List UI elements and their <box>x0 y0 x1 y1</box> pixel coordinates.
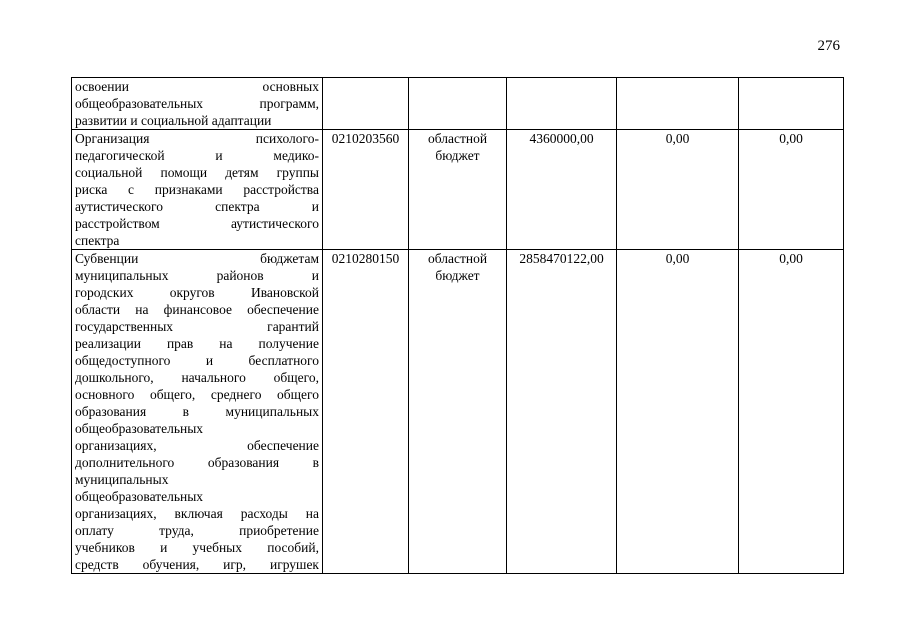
row-description <box>72 250 323 574</box>
budget-table <box>71 77 844 574</box>
description-line: развитии и социальной адаптации <box>75 113 272 128</box>
description-line: спектра <box>75 233 120 248</box>
description-line: учебников и учебных пособий, <box>75 540 319 555</box>
row-source: областной бюджет <box>409 250 507 574</box>
description-line: образования в муниципальных <box>75 404 319 419</box>
table-row <box>72 130 844 250</box>
description-line: муниципальных <box>75 472 169 487</box>
description-line: общедоступного и бесплатного <box>75 353 319 368</box>
row-amount-3 <box>739 78 844 130</box>
description-line: общеобразовательных <box>75 489 204 504</box>
description-line: общеобразовательных программ, <box>75 96 319 111</box>
description-line: организациях, включая расходы на <box>75 506 319 521</box>
row-source: областной бюджет <box>409 130 507 250</box>
description-line: городских округов Ивановской <box>75 285 319 300</box>
description-line: риска с признаками расстройства <box>75 182 319 197</box>
row-description <box>72 130 323 250</box>
description-line: муниципальных районов и <box>75 268 319 283</box>
table-row <box>72 250 844 574</box>
row-description <box>72 78 323 130</box>
description-line: дошкольного, начального общего, <box>75 370 319 385</box>
description-line: средств обучения, игр, игрушек <box>75 557 319 572</box>
table-row <box>72 78 844 130</box>
row-amount-3: 0,00 <box>739 130 844 250</box>
description-line: оплату труда, приобретение <box>75 523 319 538</box>
row-amount-2 <box>617 78 739 130</box>
row-amount-2: 0,00 <box>617 130 739 250</box>
description-line: Организация психолого- <box>75 131 319 146</box>
description-line: общеобразовательных <box>75 421 204 436</box>
row-amount-1 <box>507 78 617 130</box>
description-line: государственных гарантий <box>75 319 319 334</box>
row-amount-1: 4360000,00 <box>507 130 617 250</box>
description-line: области на финансовое обеспечение <box>75 302 319 317</box>
description-line: аутистического спектра и <box>75 199 319 214</box>
row-amount-1: 2858470122,00 <box>507 250 617 574</box>
description-line: основного общего, среднего общего <box>75 387 319 402</box>
description-line: Субвенции бюджетам <box>75 251 319 266</box>
description-line: дополнительного образования в <box>75 455 319 470</box>
description-line: социальной помощи детям группы <box>75 165 319 180</box>
row-code: 0210280150 <box>323 250 409 574</box>
row-code: 0210203560 <box>323 130 409 250</box>
page-number: 276 <box>817 38 840 54</box>
row-code <box>323 78 409 130</box>
description-line: организациях, обеспечение <box>75 438 319 453</box>
description-line: освоении основных <box>75 79 319 94</box>
row-source <box>409 78 507 130</box>
row-amount-3: 0,00 <box>739 250 844 574</box>
row-amount-2: 0,00 <box>617 250 739 574</box>
description-line: расстройством аутистического <box>75 216 319 231</box>
description-line: реализации прав на получение <box>75 336 319 351</box>
description-line: педагогической и медико- <box>75 148 319 163</box>
